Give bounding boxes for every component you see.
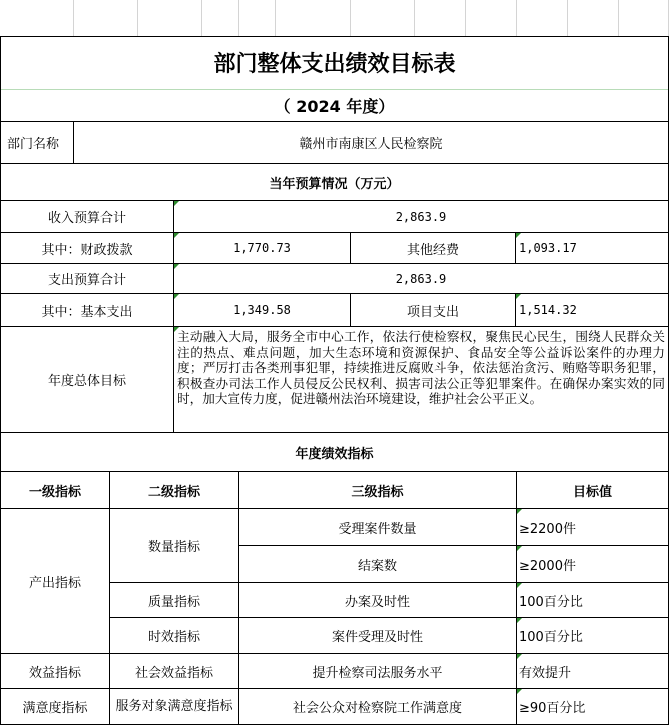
header-target: 目标值 (572, 484, 612, 500)
sheet-gridlines (0, 0, 669, 36)
expense-total-value: 2,863.9 (395, 271, 447, 286)
expense-total-label: 支出预算合计 (47, 273, 126, 288)
budget-heading: 当年预算情况（万元） (269, 176, 400, 192)
header-level3: 三级指标 (351, 484, 404, 500)
satisfaction-level3: 社会公众对检察院工作满意度 (292, 701, 462, 716)
basic-value: 1,349.58 (233, 303, 291, 317)
fiscal-label: 其中：财政拨款 (41, 242, 133, 258)
cell-marker (516, 294, 521, 299)
other-value: 1,093.17 (519, 241, 577, 255)
cell-marker (516, 233, 521, 238)
output-row-3-level3: 办案及时性 (344, 594, 410, 610)
annual-goal-label: 年度总体目标 (47, 374, 126, 389)
satisfaction-level2: 服务对象满意度指标 (115, 699, 233, 714)
header-level2: 二级指标 (147, 484, 200, 500)
other-label: 其他经费 (406, 242, 459, 258)
benefit-target: 有效提升 (519, 665, 572, 681)
output-row-4-level3: 案件受理及时性 (331, 630, 423, 645)
cell-marker (517, 546, 522, 551)
benefit-level3: 提升检察司法服务水平 (312, 665, 443, 681)
output-row-1-target: ≥2200件 (519, 521, 576, 537)
annual-goal-text: 主动融入大局，服务全市中心工作，依法行使检察权，聚焦民心民生，围绕人民群众关注的热点、难点问题，加大生态环境和资源保护、食品安全等公益诉讼案件的办理力度；严厉打击各类刑事犯罪，持续推进反腐败斗争，依法惩治贪污、贿赂等职务犯罪，积极查办司法工作人员侵反公民权利、损害司法公正等犯罪案件。在确保办案实效的同时，加大宣传力度，促进赣州法治环境建设，维护社会公平正义。 (177, 329, 665, 407)
quantity-level2: 数量指标 (147, 540, 200, 555)
page-title: 部门整体支出绩效目标表 (213, 51, 456, 77)
cell-marker (174, 201, 179, 206)
cell-marker (517, 654, 522, 659)
income-total-label: 收入预算合计 (47, 211, 126, 226)
cell-marker (517, 583, 522, 588)
cell-marker (174, 264, 179, 269)
output-row-3-target: 100百分比 (519, 594, 583, 610)
benefit-level2: 社会效益指标 (134, 665, 213, 681)
project-label: 项目支出 (406, 304, 459, 320)
cell-marker (174, 294, 179, 299)
output-row-2-target: ≥2000件 (519, 558, 576, 574)
timeliness-level2: 时效指标 (147, 630, 200, 645)
output-row-1-level3: 受理案件数量 (338, 521, 417, 537)
income-total-value: 2,863.9 (395, 209, 447, 224)
dept-label: 部门名称 (7, 137, 60, 152)
satisfaction-level1: 满意度指标 (22, 701, 88, 716)
dept-value: 赣州市南康区人民检察院 (299, 137, 443, 152)
cell-marker (174, 327, 179, 332)
output-row-2-level3: 结案数 (357, 558, 397, 574)
basic-label: 其中：基本支出 (41, 304, 133, 320)
satisfaction-target: ≥90百分比 (519, 701, 586, 716)
output-level1: 产出指标 (28, 575, 81, 591)
output-row-4-target: 100百分比 (519, 630, 583, 645)
cell-marker (517, 509, 522, 514)
project-value: 1,514.32 (519, 303, 577, 317)
benefit-level1: 效益指标 (28, 665, 81, 681)
cell-marker (517, 689, 522, 694)
header-level1: 一级指标 (28, 484, 81, 500)
cell-marker (517, 618, 522, 623)
cell-marker (174, 233, 179, 238)
quality-level2: 质量指标 (147, 594, 200, 610)
indicators-heading: 年度绩效指标 (295, 446, 374, 462)
fiscal-value: 1,770.73 (233, 241, 291, 255)
year-label: （ 2024 年度） (274, 96, 395, 116)
